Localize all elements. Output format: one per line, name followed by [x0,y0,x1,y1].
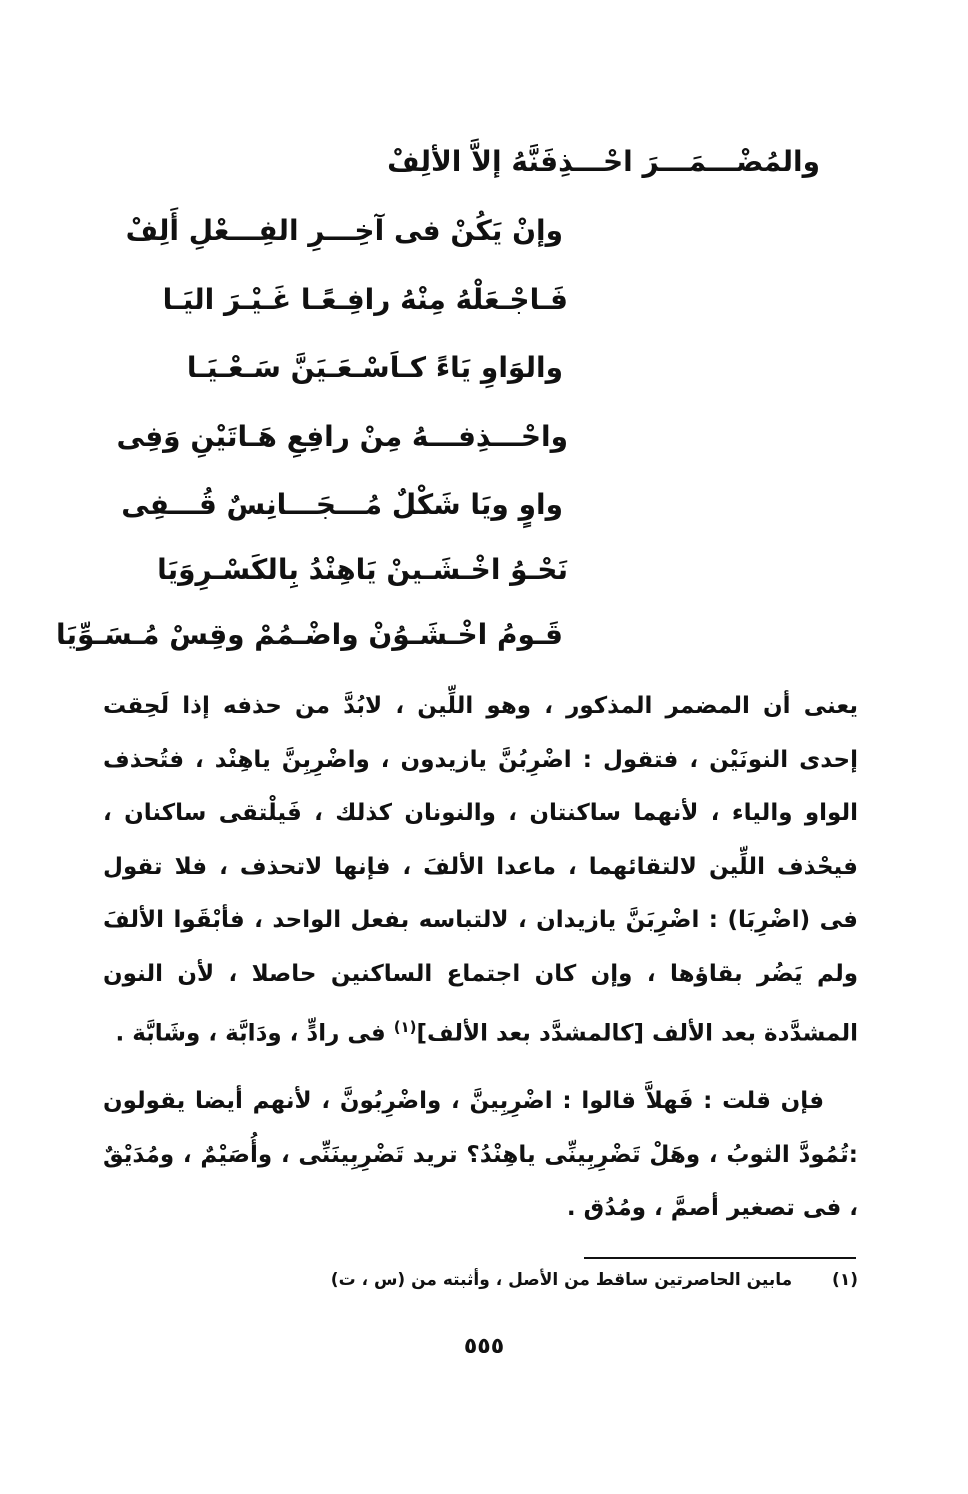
verse-line-1: والمُضْـــمَـــرَ احْـــذِفَنَّهُ إلاَّ الألِفْ [387,145,820,178]
paragraph-1-tail: فى رادٍّ ، ودَابَّة ، وشَابَّة . [115,1020,394,1047]
verse-line-7: نَحْـوُ اخْـشَـينْ يَاهِنْدُ بِالكَسْـرِوَيَا [157,553,568,586]
commentary-paragraph-2: فإن قلت : فَهلاَّ قالوا : اضْرِبِينَّ ، واضْرِبُونَّ ، لأنهم أيضا يقولون :تُمُودَّ الثوبُ ، وهَلْ تَضْرِبِينِّى ياهِنْدُ؟ تريد تَضْرِبِينَنِّى ، وأُصَيْمٌ ، ومُدَيْقٌ ، فى تصغير أصمَّ ، ومُدُق . [103,1088,858,1221]
commentary-paragraph-1 [103,680,858,1061]
verse-line-5: واحْـــذِفـــهُ مِنْ رافِعِ هَـاتَيْنِ وَفِى [116,420,568,453]
footnote-reference: (١) [393,1018,417,1036]
verse-line-3: فَـاجْـعَلْهُ مِنْهُ رافِـعًـا غَـيْـرَ اليَـا [162,283,568,316]
footnote-number: (١) [832,1270,858,1290]
paragraph-1-text: يعنى أن المضمر المذكور ، وهو اللِّين ، لابُدَّ من حذفه إذا لَحِقت إحدى النونَيْن ، فتقول : اضْرِبُنَّ يازيدون ، واضْرِبِنَّ ياهِنْد ، فتُحذف الواو والياء ، لأنهما ساكنتان ، والنونان كذلك ، فَيلْتقى ساكنان ، فيحْذف اللِّين لالتقائهما ، ماعدا الألفَ ، فإنها لاتحذف ، فلا تقول فى (اضْرِبَا) : اضْرِبَنَّ يازيدان ، لالتباسه بفعل الواحد ، فأبْقَوا الألفَ ولم يَضُر بقاؤها ، وإن كان اجتماع الساكنين حاصلا ، لأن النون المشدَّدة بعد الألف [كالمشدَّد بعد الألف] [103,693,858,1047]
footnote-divider [584,1257,856,1259]
footnote [331,1266,858,1294]
verse-line-8: قَـومُ اخْـشَـوُنْ واضْـمُمْ وقِسْ مُـسَـوِّيَا [55,618,563,651]
footnote-text: مابين الحاصرتين ساقط من الأصل ، وأثبته من (س ، ت) [330,1270,793,1290]
page-number: ٥٥٥ [463,1334,505,1359]
verse-line-4: والوَاوِ يَاءً كـاَسْـعَـيَنَّ سَـعْـيَـا [186,351,563,384]
verse-line-6: واوٍ ويَا شَكْلٌ مُـــجَـــانِسٌ قُـــفِى [121,488,563,521]
verse-line-2: وإنْ يَكُنْ فى آخِـــرِ الفِـــعْلِ أَلِفْ [125,214,563,247]
